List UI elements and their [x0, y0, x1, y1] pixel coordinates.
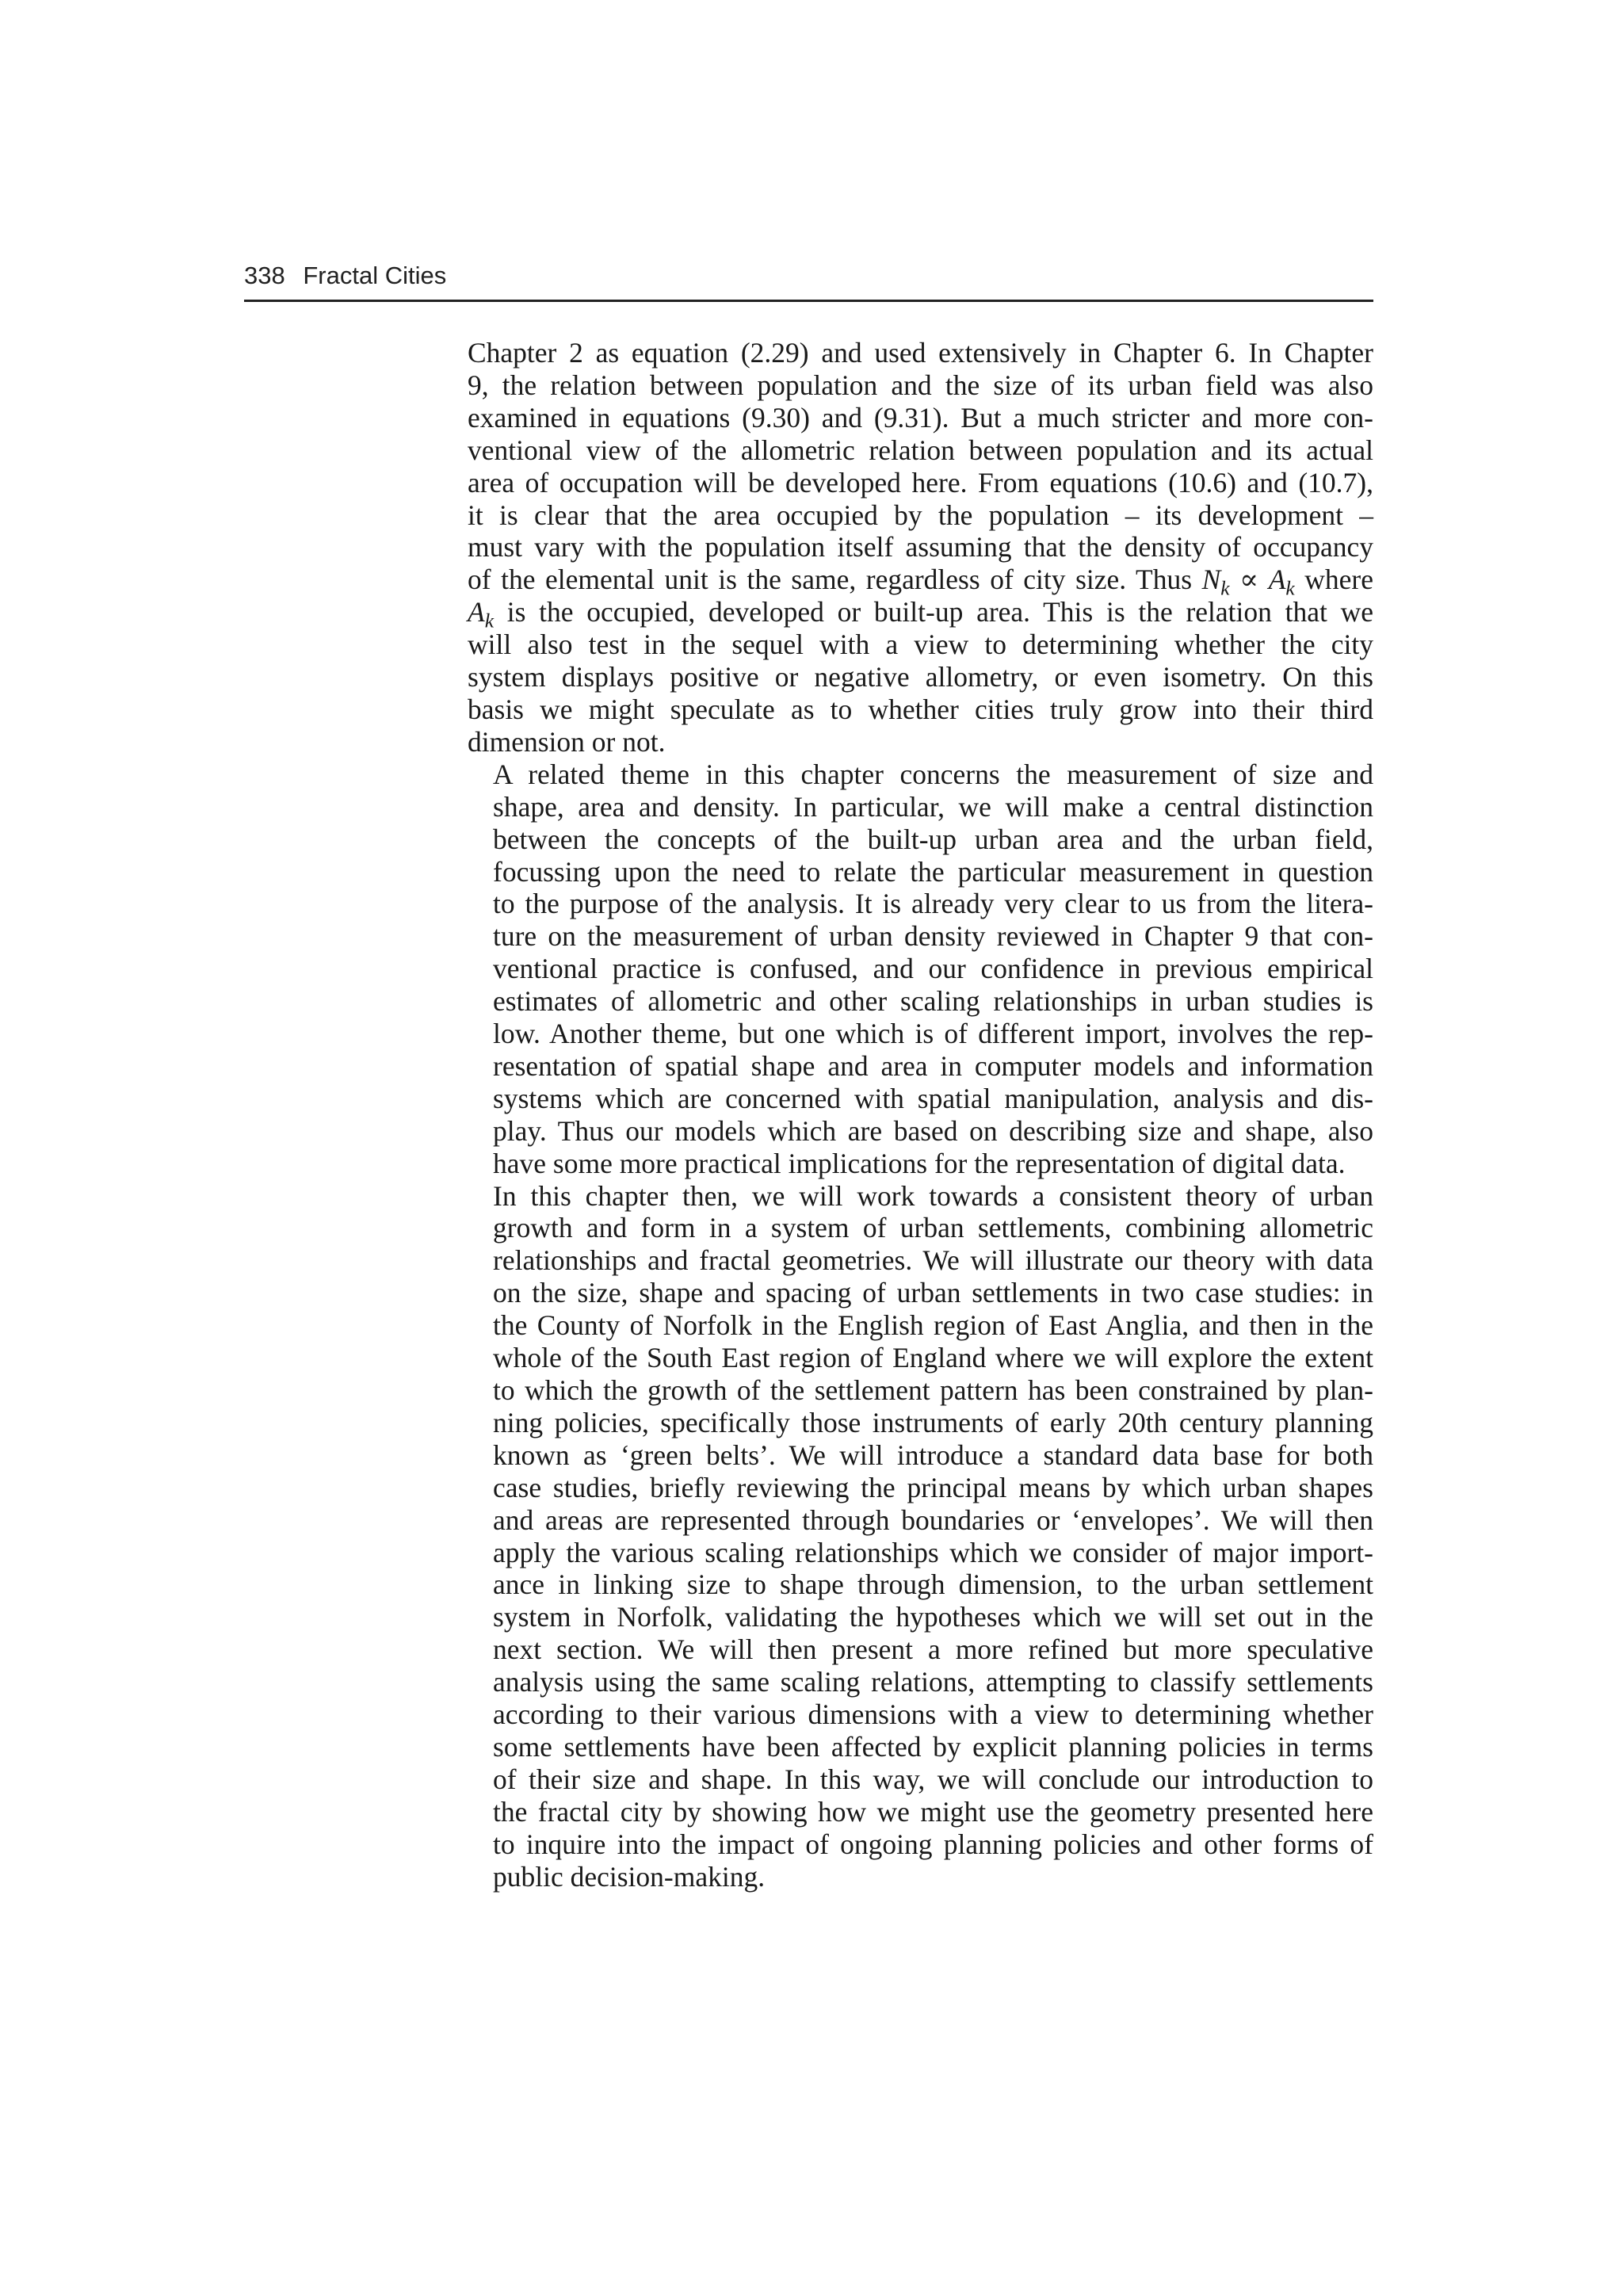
text-line: the County of Norfolk in the English region of East Anglia, and then in the: [493, 1309, 1373, 1342]
text-line: it is clear that the area occupied by the population – its development –: [468, 499, 1373, 531]
text-line: on the size, shape and spacing of urban settlements in two case studies: in: [493, 1277, 1373, 1309]
text-line: A related theme in this chapter concerns the measurement of size and: [493, 758, 1373, 790]
text-line: estimates of allometric and other scaling relationships in urban studies is: [493, 985, 1373, 1018]
text-line: to the purpose of the analysis. It is already very clear to us from the litera-: [493, 888, 1373, 920]
text-line: of their size and shape. In this way, we will conclude our introduction to: [493, 1763, 1373, 1795]
text-line: focussing upon the need to relate the particular measurement in question: [493, 855, 1373, 888]
body-text: [468, 337, 1373, 1893]
text-line: ning policies, specifically those instruments of early 20th century planning: [493, 1406, 1373, 1438]
text-line: of the elemental unit is the same, regardless of city size. Thus $N_k \propto A_k$ where: [468, 563, 1373, 600]
text-line: area of occupation will be developed here. From equations (10.6) and (10.7),: [468, 466, 1373, 499]
text-line: have some more practical implications for the representation of digital data.: [493, 1147, 1346, 1179]
text-line: next section. We will then present a more refined but more speculative: [493, 1633, 1373, 1666]
text-line: the fractal city by showing how we might use the geometry presented here: [493, 1795, 1373, 1828]
text-line: to inquire into the impact of ongoing planning policies and other forms of: [493, 1828, 1373, 1860]
text-line: according to their various dimensions with a view to determining whether: [493, 1698, 1373, 1731]
text-line: In this chapter then, we will work towards a consistent theory of urban: [493, 1179, 1373, 1212]
header-rule: [244, 300, 1373, 302]
text-line: analysis using the same scaling relations, attempting to classify settlements: [493, 1666, 1373, 1698]
text-line: public decision-making.: [493, 1860, 766, 1893]
running-head: [244, 262, 446, 290]
text-line: case studies, briefly reviewing the principal means by which urban shapes: [493, 1471, 1373, 1503]
text-line: apply the various scaling relationships which we consider of major import-: [493, 1536, 1373, 1568]
page-number: 338: [244, 262, 285, 289]
text-line: $A_k$ is the occupied, developed or built-up area. This is the relation that we: [468, 596, 1373, 632]
paragraph-1: [468, 337, 1373, 758]
text-line: ance in linking size to shape through dimension, to the urban settlement: [493, 1568, 1373, 1601]
text-line: ventional practice is confused, and our confidence in previous empirical: [493, 953, 1373, 985]
text-line: known as ‘green belts’. We will introduce a standard data base for both: [493, 1438, 1373, 1471]
text-line: to which the growth of the settlement pattern has been constrained by plan-: [493, 1374, 1373, 1406]
text-line: systems which are concerned with spatial manipulation, analysis and dis-: [493, 1082, 1373, 1114]
text-line: system displays positive or negative allometry, or even isometry. On this: [468, 661, 1373, 693]
text-line: shape, area and density. In particular, we will make a central distinction: [493, 790, 1373, 823]
text-line: Chapter 2 as equation (2.29) and used extensively in Chapter 6. In Chapter: [468, 337, 1373, 369]
paragraph-2: [468, 758, 1373, 1180]
text-line: between the concepts of the built-up urban area and the urban field,: [493, 823, 1373, 855]
running-title: Fractal Cities: [303, 262, 447, 289]
text-line: 9, the relation between population and the size of its urban field was also: [468, 369, 1373, 401]
paragraph-3: [468, 1180, 1373, 1893]
text-line: whole of the South East region of England where we will explore the extent: [493, 1342, 1373, 1374]
text-line: system in Norfolk, validating the hypotheses which we will set out in the: [493, 1601, 1373, 1633]
text-line: will also test in the sequel with a view to determining whether the city: [468, 628, 1373, 661]
text-line: play. Thus our models which are based on describing size and shape, also: [493, 1114, 1373, 1147]
text-line: growth and form in a system of urban settlements, combining allometric: [493, 1212, 1373, 1244]
text-line: low. Another theme, but one which is of different import, involves the rep-: [493, 1018, 1373, 1050]
text-line: resentation of spatial shape and area in computer models and information: [493, 1049, 1373, 1082]
text-line: relationships and fractal geometries. We will illustrate our theory with data: [493, 1244, 1373, 1277]
text-line: ventional view of the allometric relation between population and its actual: [468, 434, 1373, 466]
text-line: and areas are represented through boundaries or ‘envelopes’. We will then: [493, 1503, 1373, 1536]
text-line: examined in equations (9.30) and (9.31). But a much stricter and more con-: [468, 401, 1373, 434]
text-line: basis we might speculate as to whether cities truly grow into their third: [468, 693, 1373, 725]
text-line: dimension or not.: [468, 725, 666, 758]
text-line: ture on the measurement of urban density reviewed in Chapter 9 that con-: [493, 920, 1373, 953]
text-line: some settlements have been affected by explicit planning policies in terms: [493, 1730, 1373, 1763]
text-line: must vary with the population itself assuming that the density of occupancy: [468, 531, 1373, 563]
